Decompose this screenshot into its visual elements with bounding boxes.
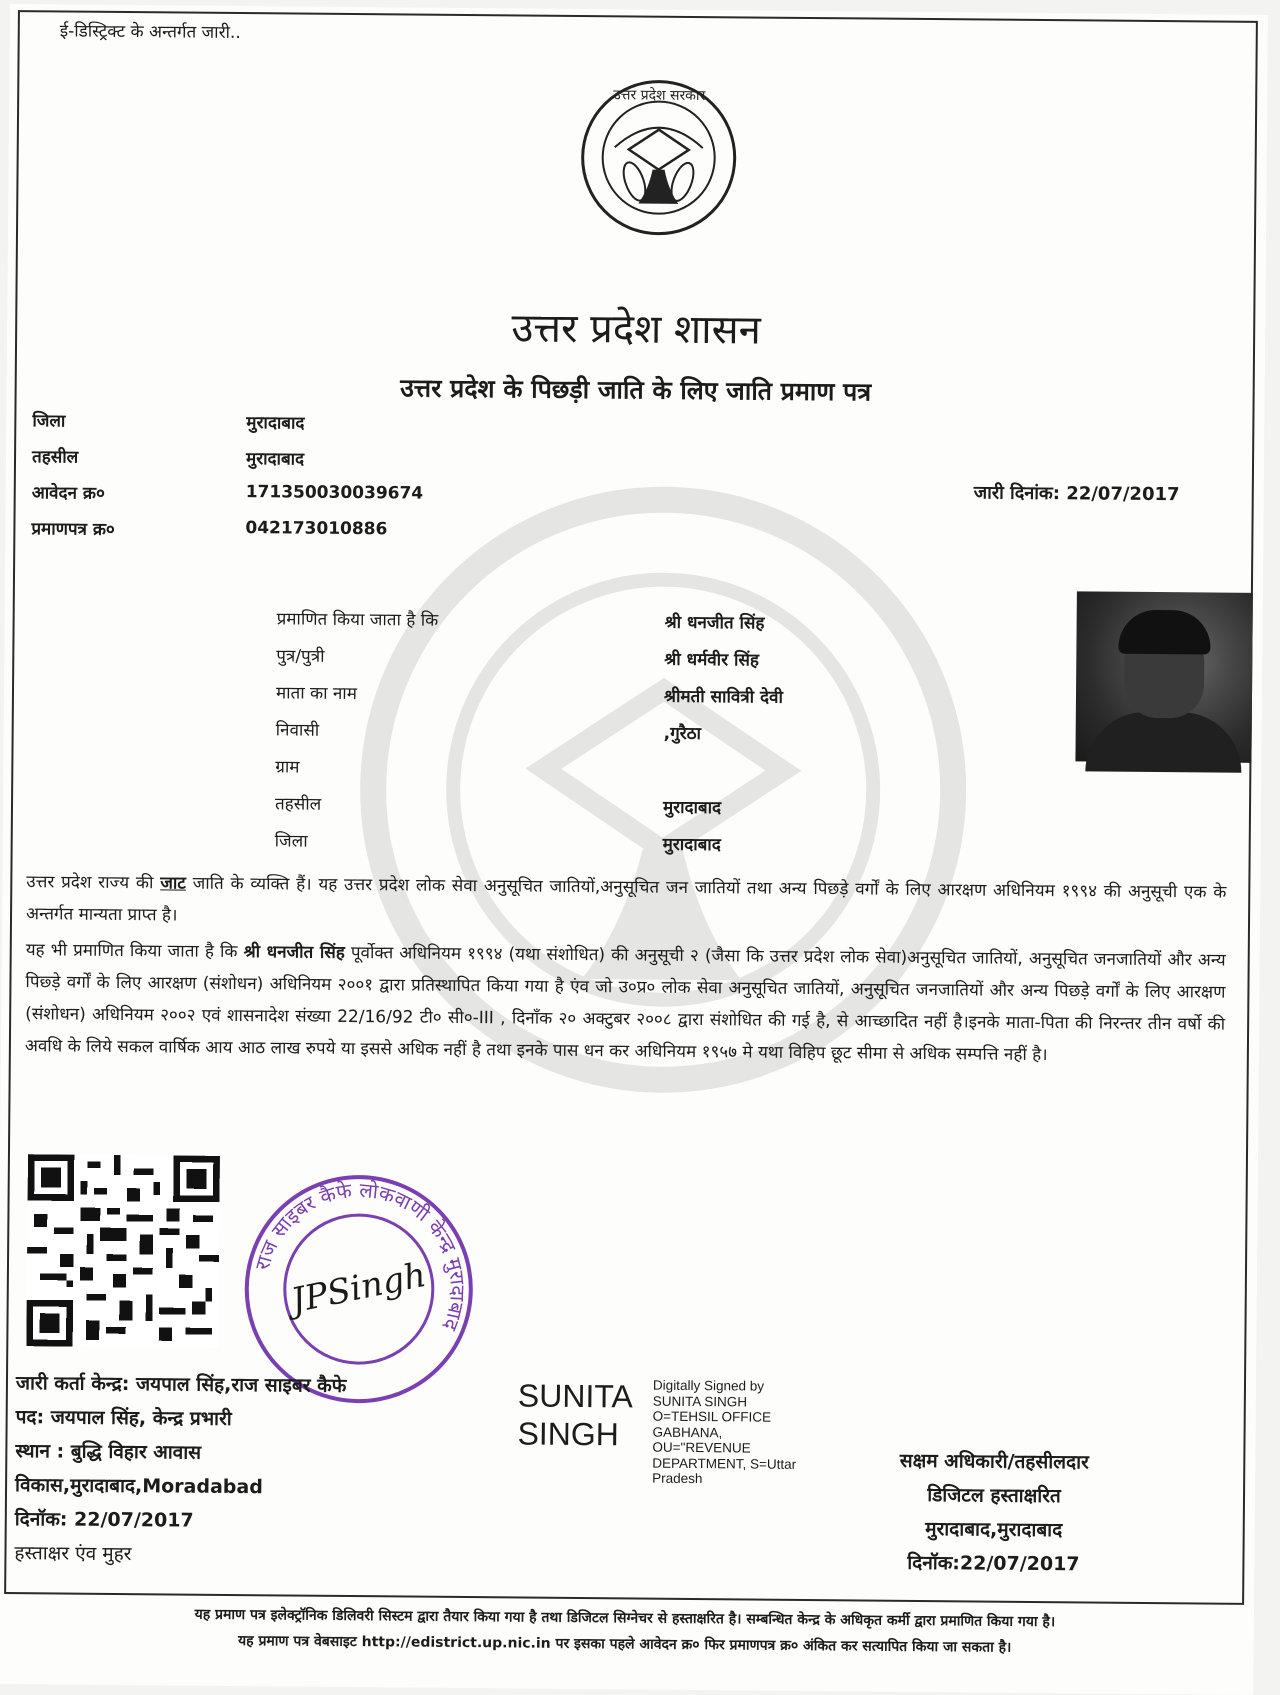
district-value: मुरादाबाद xyxy=(246,413,305,434)
tehsil-value: मुरादाबाद xyxy=(245,449,305,470)
application-number-label: आवेदन क्र० xyxy=(31,483,105,504)
certificate-number-value: 042173010886 xyxy=(245,518,388,540)
dsig-line: GABHANA, xyxy=(652,1424,723,1440)
eligibility-applicant-name: श्री धनजीत सिंह xyxy=(243,942,345,963)
authority-block xyxy=(870,1444,1117,1582)
footer-line-1: यह प्रमाण पत्र इलेक्ट्रॉनिक डिलिवरी सिस्टम द्वारा तैयार किया गया है तथा डिजिटल सिग्नेचर से हस्ताक्षरित है। सम्बन्धित केन्द्र के अधिकृत कर्मी द्वारा प्रमाणित किया गया है। xyxy=(194,1606,1056,1631)
issuer-place-line1: स्थान : बुद्धि विहार आवास xyxy=(15,1440,202,1464)
qr-code xyxy=(26,1154,220,1348)
footer-line-2: यह प्रमाण पत्र वेबसाइट http://edistrict.up.nic.in पर इसका पहले आवेदन क्र० फिर प्रमाणपत्र क्र० अंकित कर सत्यापित किया जा सकता है। xyxy=(237,1633,1012,1656)
child-of-label: पुत्र/पुत्री xyxy=(276,646,325,667)
issuer-post: पद: जयपाल सिंह, केन्द्र प्रभारी xyxy=(15,1406,232,1430)
issuer-place-line2: विकास,मुरादाबाद,Moradabad xyxy=(14,1474,263,1499)
issuer-centre: जारी कर्ता केन्द्र: जयपाल सिंह,राज साइबर कैफे xyxy=(15,1372,347,1397)
certificate-page xyxy=(0,4,1268,1695)
eligibility-paragraph xyxy=(25,934,1226,1072)
dsig-line: SUNITA SINGH xyxy=(652,1393,748,1409)
digital-signature-details xyxy=(652,1378,797,1488)
dsig-line: OU="REVENUE xyxy=(652,1439,751,1456)
issuer-date: दिनॉक: 22/07/2017 xyxy=(14,1508,194,1532)
authority-place: मुरादाबाद,मुरादाबाद xyxy=(925,1518,1063,1542)
district-label: जिला xyxy=(32,411,66,432)
dsig-line: Digitally Signed by xyxy=(652,1377,765,1394)
issue-date: जारी दिनांक: 22/07/2017 xyxy=(973,482,1180,506)
emblem-text: उत्तर प्रदेश सरकार xyxy=(613,87,706,105)
authority-date: दिनॉक:22/07/2017 xyxy=(907,1551,1080,1576)
certified-label: प्रमाणित किया जाता है कि xyxy=(276,609,439,631)
mother-label: माता का नाम xyxy=(275,683,358,705)
father-name: श्री धर्मवीर सिंह xyxy=(664,649,760,671)
issuer-sign-note: हस्ताक्षर एंव मुहर xyxy=(14,1542,132,1566)
issuer-block xyxy=(14,1366,346,1573)
mother-name: श्रीमती सावित्री देवी xyxy=(663,686,784,708)
footer-note xyxy=(0,1600,1254,1663)
authority-signed: डिजिटल हस्ताक्षरित xyxy=(927,1484,1061,1508)
tehsil-label: तहसील xyxy=(31,447,79,468)
village-label: ग्राम xyxy=(275,757,300,778)
signature: JPSingh xyxy=(287,1254,430,1322)
signer-first-name: SUNITA xyxy=(517,1377,633,1415)
resident-value: ,गुरैठा xyxy=(663,723,702,745)
caste-text-before: उत्तर प्रदेश राज्य की xyxy=(26,872,161,894)
header-note: ई-डिस्ट्रिक्ट के अन्तर्गत जारी.. xyxy=(59,21,241,44)
application-number-value: 171350030039674 xyxy=(245,482,424,504)
applicant-name: श्री धनजीत सिंह xyxy=(664,612,765,634)
up-government-emblem xyxy=(578,77,739,238)
field-tehsil-value: मुरादाबाद xyxy=(662,797,722,819)
signer-last-name: SINGH xyxy=(517,1415,620,1453)
caste-name: जाट xyxy=(160,873,186,894)
svg-text:राज साइबर कैफे लोकवाणी केन्द्र xyxy=(249,1177,471,1335)
eligibility-text-before: यह भी प्रमाणित किया जाता है कि xyxy=(25,940,244,963)
stamp-text: राज साइबर कैफे लोकवाणी केन्द्र मुरादाबाद xyxy=(250,1177,471,1334)
gov-title: उत्तर प्रदेश शासन xyxy=(511,305,762,354)
dsig-line: DEPARTMENT, S=Uttar xyxy=(652,1455,797,1472)
eligibility-text-after: पूर्वोक्त अधिनियम १९९४ (यथा संशोधित) की अनुसूची २ (जैसा कि उत्तर प्रदेश लोक सेवा)अनुसूचित जातियों, अनुसूचित जनजातियों और अन्य पिछ्ड़े वर्गों के लिए आरक्षण (संशोधन) अधिनियम २००१ द्वारा प्रतिस्थापित किया गया है एंव जो उ०प्र० लोक सेवा अनुसूचित जातियों, अनुसूचित जनजातियों और अन्य पिछड़े वर्गों के लिए आरक्षण (संशोधन) अधिनियम २००२ एवं शासनादेश संख्या 22/16/92 टी० सी०-III , दिनाँक २० अक्टुबर २००८ द्वारा संशोधित की गई है, से आच्छादित नहीं है।इनके माता-पिता की निरन्तर तीन वर्षो की अवधि के लिये सकल वार्षिक आय आठ लाख रुपये या इससे अधिक नहीं है तथा इनके पास धन कर अधिनियम १९५७ मे यथा विहिप छूट सीमा से अधिक सम्पत्ति नहीं है। xyxy=(24,942,1226,1066)
field-district-value: मुरादाबाद xyxy=(662,834,721,856)
digital-signer-name xyxy=(517,1376,633,1453)
dsig-line: Pradesh xyxy=(652,1470,703,1487)
resident-label: निवासी xyxy=(275,720,320,741)
dsig-line: O=TEHSIL OFFICE xyxy=(652,1408,772,1425)
caste-paragraph xyxy=(26,866,1227,940)
applicant-photo xyxy=(1075,591,1252,763)
field-district-label: जिला xyxy=(274,831,308,852)
authority-title: सक्षम अधिकारी/तहसीलदार xyxy=(899,1449,1089,1474)
certificate-number-label: प्रमाणपत्र क्र० xyxy=(31,519,115,540)
field-tehsil-label: तहसील xyxy=(274,794,322,815)
caste-text-after: जाति के व्यक्ति हैं। यह उत्तर प्रदेश लोक सेवा अनुसूचित जातियों,अनुसूचित जन जातियों तथा अन्य पिछड़े वर्गों के लिए आरक्षण अधिनियम १९९४ की अनुसूची एक के अन्तर्गत मान्यता प्राप्त है। xyxy=(25,873,1227,926)
certificate-title: उत्तर प्रदेश के पिछड़ी जाति के लिए जाति प्रमाण पत्र xyxy=(400,373,872,407)
